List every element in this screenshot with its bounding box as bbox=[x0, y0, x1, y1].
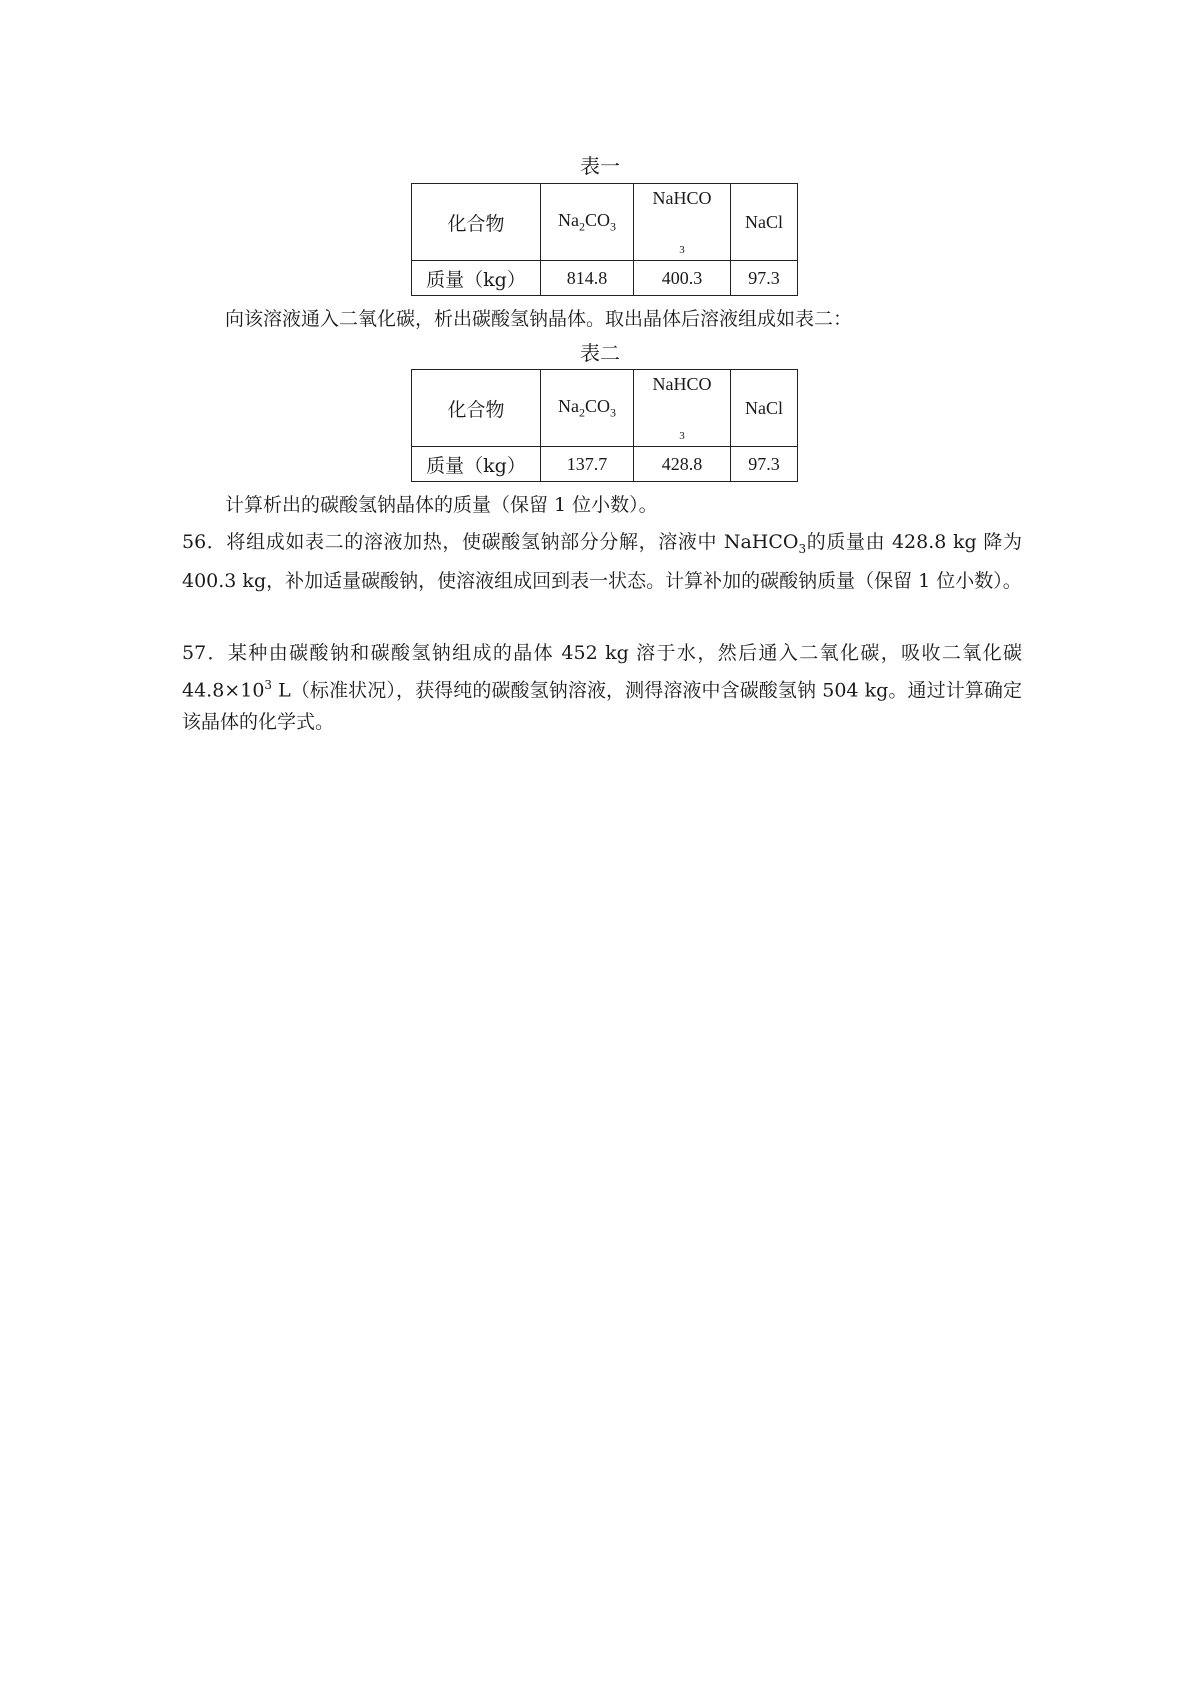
table2-caption: 表二 bbox=[580, 341, 620, 365]
question-57-part2: L（标准状况），获得纯的碳酸氢钠溶液，测得溶液中含碳酸氢钠 504 kg。通过计算确定该晶体的化学式。 bbox=[182, 679, 1022, 734]
question-56-sub: 3 bbox=[798, 541, 807, 556]
table2-header-nacl: NaCl bbox=[731, 370, 798, 447]
question-57-sup: 3 bbox=[264, 678, 273, 692]
question-56-part2: 的质量由 428.8 kg 降为 400.3 kg，补加适量碳酸钠，使溶液组成回到表一状态。计算补加的碳酸钠质量（保留 1 位小数）。 bbox=[182, 531, 1022, 592]
question-56-part1: 56．将组成如表二的溶液加热，使碳酸氢钠部分分解，溶液中 NaHCO bbox=[182, 531, 799, 553]
table2-cell-nahco3: 428.8 bbox=[634, 447, 731, 482]
table1-cell-na2co3: 814.8 bbox=[541, 261, 634, 296]
table2-mass-row bbox=[412, 447, 798, 482]
table1-mass-row bbox=[412, 261, 798, 296]
question-57 bbox=[182, 637, 1022, 738]
table1-header-label: 化合物 bbox=[412, 184, 541, 261]
table1-header-nacl: NaCl bbox=[731, 184, 798, 261]
question-55-text: 计算析出的碳酸氢钠晶体的质量（保留 1 位小数）。 bbox=[225, 494, 658, 516]
table2-cell-na2co3: 137.7 bbox=[541, 447, 634, 482]
table1 bbox=[411, 183, 798, 296]
table1-header-nahco3: NaHCO 3 bbox=[634, 184, 731, 261]
table1-mass-label: 质量（kg） bbox=[412, 261, 541, 296]
intro-paragraph: 向该溶液通入二氧化碳，析出碳酸氢钠晶体。取出晶体后溶液组成如表二： bbox=[225, 308, 853, 330]
table1-cell-nahco3: 400.3 bbox=[634, 261, 731, 296]
table1-cell-nacl: 97.3 bbox=[731, 261, 798, 296]
question-56 bbox=[182, 526, 1022, 597]
question-57-part1: 57．某种由碳酸钠和碳酸氢钠组成的晶体 452 kg 溶于水，然后通入二氧化碳，吸收二氧化碳 44.8×10 bbox=[182, 642, 1022, 702]
table2-header-na2co3: $Na_2CO_3$ bbox=[541, 370, 634, 447]
table2-mass-label: 质量（kg） bbox=[412, 447, 541, 482]
table1-caption: 表一 bbox=[580, 154, 620, 178]
table2-cell-nacl: 97.3 bbox=[731, 447, 798, 482]
table1-header-row bbox=[412, 184, 798, 261]
table1-header-na2co3: $Na_2CO_3$ bbox=[541, 184, 634, 261]
table2-header-nahco3: NaHCO 3 bbox=[634, 370, 731, 447]
table2 bbox=[411, 369, 798, 482]
table2-header-row bbox=[412, 370, 798, 447]
table2-header-label: 化合物 bbox=[412, 370, 541, 447]
